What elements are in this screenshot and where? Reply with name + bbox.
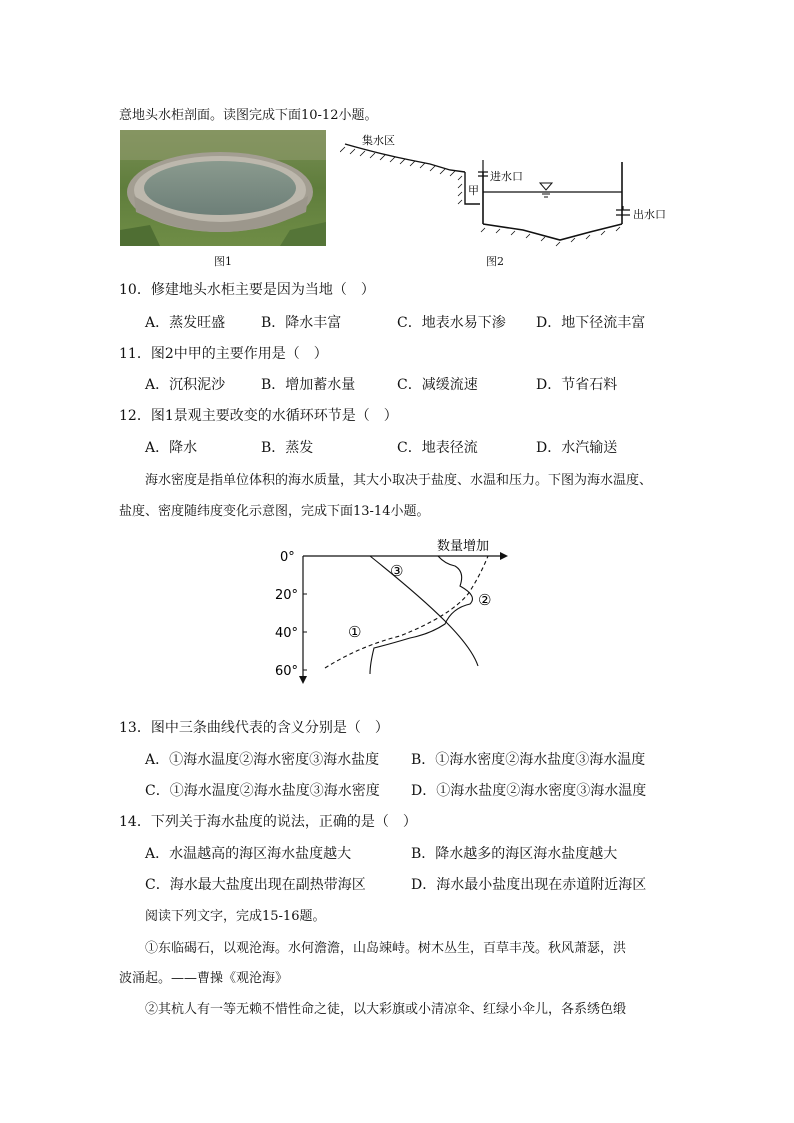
y-axis-arrow-icon: [299, 676, 307, 684]
y-tick-20: 20°: [275, 588, 299, 603]
jia-label: 甲: [468, 184, 479, 197]
curve-label-1: ①: [348, 623, 362, 641]
question-11-option-a: A．沉积泥沙: [145, 377, 226, 393]
passage-1-line2: 波涌起。——曹操《观沧海》: [119, 971, 289, 986]
inlet-label: 进水口: [490, 170, 523, 183]
y-tick-0: 0°: [280, 550, 295, 565]
question-14-option-c: C．海水最大盐度出现在副热带海区: [145, 877, 366, 893]
question-10-option-d: D．地下径流丰富: [536, 315, 646, 331]
curve-1-line: [325, 556, 488, 668]
outlet-label: 出水口: [633, 208, 666, 221]
x-axis-arrow-icon: [500, 552, 508, 560]
figure1-caption: 图1: [214, 255, 232, 268]
question-13-stem: 13．图中三条曲线代表的含义分别是（ ）: [119, 720, 389, 736]
intro-text-mid-line1: 海水密度是指单位体积的海水质量，其大小取决于盐度、水温和压力。下图为海水温度、: [145, 473, 653, 488]
question-10-option-b: B．降水丰富: [261, 315, 342, 331]
passage-1-line1: ①东临碣石，以观沧海。水何澹澹，山岛竦峙。树木丛生，百草丰茂。秋风萧瑟，洪: [145, 941, 627, 956]
figure1-photo: [120, 130, 326, 246]
figure2-caption: 图2: [486, 255, 504, 268]
cross-section-svg: [340, 132, 690, 247]
passage-2-line1: ②其杭人有一等无赖不惜性命之徒，以大彩旗或小清凉伞、红绿小伞儿，各系绣色缎: [145, 1002, 627, 1017]
intro-text-mid-line2: 盐度、密度随纬度变化示意图，完成下面13-14小题。: [119, 504, 430, 519]
curve-2-line: [370, 556, 472, 674]
intro-text-top: 意地头水柜剖面。读图完成下面10-12小题。: [119, 108, 378, 123]
y-tick-60: 60°: [275, 664, 299, 679]
curve-label-3: ③: [390, 562, 404, 580]
question-14-stem: 14．下列关于海水盐度的说法，正确的是（ ）: [119, 814, 417, 830]
water-tank-photo-image: [120, 130, 326, 246]
question-10-option-a: A．蒸发旺盛: [145, 315, 226, 331]
outlet-pipe: [616, 206, 630, 215]
latitude-chart: [270, 536, 520, 686]
question-14-option-a: A．水温越高的海区海水盐度越大: [145, 846, 352, 862]
question-11-option-c: C．减缓流速: [397, 377, 478, 393]
question-10-stem: 10．修建地头水柜主要是因为当地（ ）: [119, 282, 375, 298]
question-13-option-d: D．①海水盐度②海水密度③海水温度: [411, 783, 647, 799]
intro-text-bottom: 阅读下列文字，完成15-16题。: [145, 909, 326, 924]
question-11-option-d: D．节省石料: [536, 377, 618, 393]
question-11-stem: 11．图2中甲的主要作用是（ ）: [119, 346, 328, 362]
question-12-stem: 12．图1景观主要改变的水循环环节是（ ）: [119, 408, 398, 424]
question-13-option-b: B．①海水密度②海水盐度③海水温度: [411, 752, 646, 768]
figure2-diagram: [340, 132, 690, 247]
question-10-option-c: C．地表水易下渗: [397, 315, 506, 331]
curve-3-line: [370, 556, 478, 666]
catchment-label: 集水区: [362, 134, 395, 147]
question-13-option-a: A．①海水温度②海水密度③海水盐度: [145, 752, 380, 768]
curve-label-2: ②: [478, 591, 492, 609]
latitude-chart-svg: [270, 536, 520, 686]
slope-line: [345, 144, 465, 172]
question-11-option-b: B．增加蓄水量: [261, 377, 356, 393]
question-12-option-a: A．降水: [145, 440, 198, 456]
axis-top-label: 数量增加: [437, 539, 490, 554]
question-12-option-b: B．蒸发: [261, 440, 314, 456]
question-14-option-d: D．海水最小盐度出现在赤道附近海区: [411, 877, 647, 893]
water-level-icon: [540, 183, 552, 190]
slope-hatch: [340, 147, 455, 176]
y-tick-40: 40°: [275, 626, 299, 641]
question-12-option-d: D．水汽输送: [536, 440, 618, 456]
question-13-option-c: C．①海水温度②海水盐度③海水密度: [145, 783, 380, 799]
tank-bottom: [483, 224, 622, 240]
question-12-option-c: C．地表径流: [397, 440, 478, 456]
question-14-option-b: B．降水越多的海区海水盐度越大: [411, 846, 618, 862]
